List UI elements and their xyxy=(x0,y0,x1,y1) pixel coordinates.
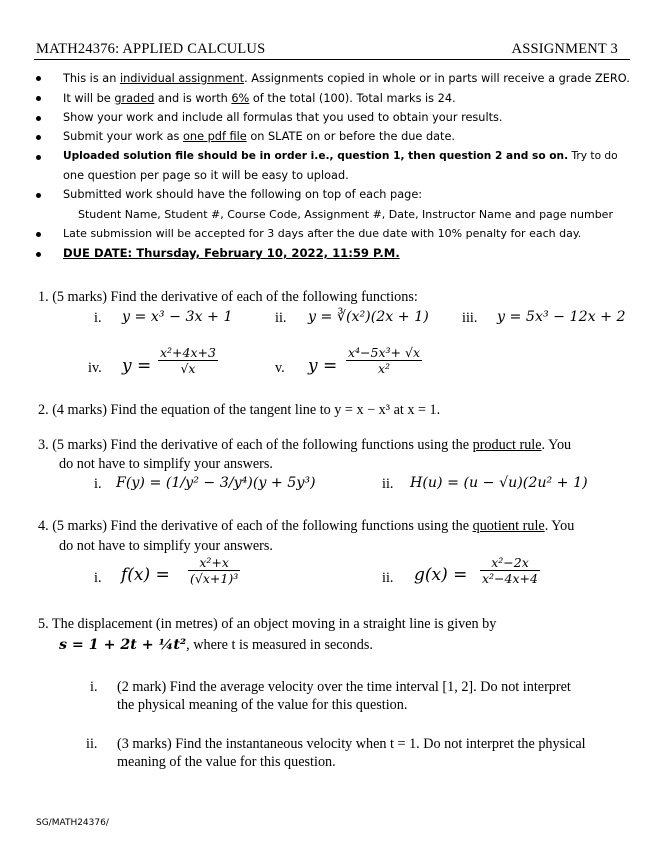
bullet-icon xyxy=(36,96,41,101)
q5-ii-text2: meaning of the value for this question. xyxy=(117,754,336,770)
q1-v-label: v. xyxy=(275,360,285,376)
header-rule xyxy=(34,59,630,60)
bullet-icon xyxy=(36,76,41,81)
bullet-icon xyxy=(36,232,41,237)
instruction-2: It will be graded and is worth 6% of the total (100). Total marks is 24. xyxy=(63,92,456,105)
q1-iii-label: iii. xyxy=(462,310,478,326)
question-2: 2. (4 marks) Find the equation of the tangent line to y = x − x³ at x = 1. xyxy=(38,402,441,418)
q1-v-lhs: y = xyxy=(308,356,338,376)
q5-ii-label: ii. xyxy=(86,736,98,752)
q5-ii-text: (3 marks) Find the instantaneous velocity when t = 1. Do not interpret the physical xyxy=(117,736,586,752)
bullet-icon xyxy=(36,252,41,257)
q1-i-expr: y = x³ − 3x + 1 xyxy=(122,309,233,325)
instruction-5: Uploaded solution file should be in order i.e., question 1, then question 2 and so on. Try to do xyxy=(63,150,618,162)
q5-i-text2: the physical meaning of the value for this question. xyxy=(117,697,408,713)
question-4-line2: do not have to simplify your answers. xyxy=(59,538,273,554)
instruction-6: Submitted work should have the following on top of each page: xyxy=(63,188,423,201)
course-title: MATH24376: APPLIED CALCULUS xyxy=(36,41,266,57)
q1-v-fraction: $\frac{\text{x⁴−5x³+ √x}}{\text{x²}}$ xyxy=(348,345,421,376)
q4-ii-lhs: g(x) = xyxy=(414,565,468,585)
question-3-line2: do not have to simplify your answers. xyxy=(59,456,273,472)
instruction-7: Late submission will be accepted for 3 days after the due date with 10% penalty for each day. xyxy=(63,227,582,240)
q1-iv-lhs: y = xyxy=(122,356,152,376)
q5-i-label: i. xyxy=(90,679,98,695)
footer-code: SG/MATH24376/ xyxy=(36,818,109,828)
instruction-5-line2: one question per page so it will be easy to upload. xyxy=(63,169,349,182)
question-5-line2: s = 1 + 2t + ¼t², where t is measured in seconds. xyxy=(59,637,373,653)
q1-ii-label: ii. xyxy=(275,310,287,326)
instruction-1: This is an individual assignment. Assignments copied in whole or in parts will receive a grade ZERO. xyxy=(63,72,630,85)
bullet-icon xyxy=(36,193,41,198)
question-1: 1. (5 marks) Find the derivative of each of the following functions: xyxy=(38,289,418,305)
q1-iv-label: iv. xyxy=(88,360,102,376)
q1-iii-expr: y = 5x³ − 12x + 2 xyxy=(497,309,626,325)
assignment-label: ASSIGNMENT 3 xyxy=(511,41,618,57)
instruction-6-sub: Student Name, Student #, Course Code, Assignment #, Date, Instructor Name and page number xyxy=(78,208,613,221)
q3-i-label: i. xyxy=(94,476,102,492)
q1-iv-fraction: $\frac{\text{x²+4x+3}}{√x}$ xyxy=(160,345,216,376)
q1-ii-expr: y = ∛(x²)(2x + 1) xyxy=(308,309,429,325)
question-5: 5. The displacement (in metres) of an object moving in a straight line is given by xyxy=(38,616,497,632)
q3-ii-label: ii. xyxy=(382,476,394,492)
q3-i-expr: F(y) = (1/y² − 3/y⁴)(y + 5y³) xyxy=(116,475,316,491)
q4-i-fraction: $\frac{\text{x²+x}}{\text{(√x+1)³}}$ xyxy=(190,555,239,586)
q1-i-label: i. xyxy=(94,310,102,326)
due-date: DUE DATE: Thursday, February 10, 2022, 11:59 P.M. xyxy=(63,246,400,260)
q5-i-text: (2 mark) Find the average velocity over the time interval [1, 2]. Do not interpret xyxy=(117,679,571,695)
q4-i-label: i. xyxy=(94,570,102,586)
q4-ii-fraction: $\frac{\text{x²−2x}}{\text{x²−4x+4}}$ xyxy=(482,555,538,586)
instruction-3: Show your work and include all formulas that you used to obtain your results. xyxy=(63,111,503,124)
bullet-icon xyxy=(36,116,41,121)
bullet-icon xyxy=(36,135,41,140)
question-4: 4. (5 marks) Find the derivative of each of the following functions using the quotient rule. You xyxy=(38,518,575,534)
bullet-icon xyxy=(36,155,41,160)
q4-i-lhs: f(x) = xyxy=(121,565,170,585)
q3-ii-expr: H(u) = (u − √u)(2u² + 1) xyxy=(410,475,588,491)
q4-ii-label: ii. xyxy=(382,570,394,586)
question-3: 3. (5 marks) Find the derivative of each of the following functions using the product rule. You xyxy=(38,437,572,453)
instruction-4: Submit your work as one pdf file on SLATE on or before the due date. xyxy=(63,130,456,143)
